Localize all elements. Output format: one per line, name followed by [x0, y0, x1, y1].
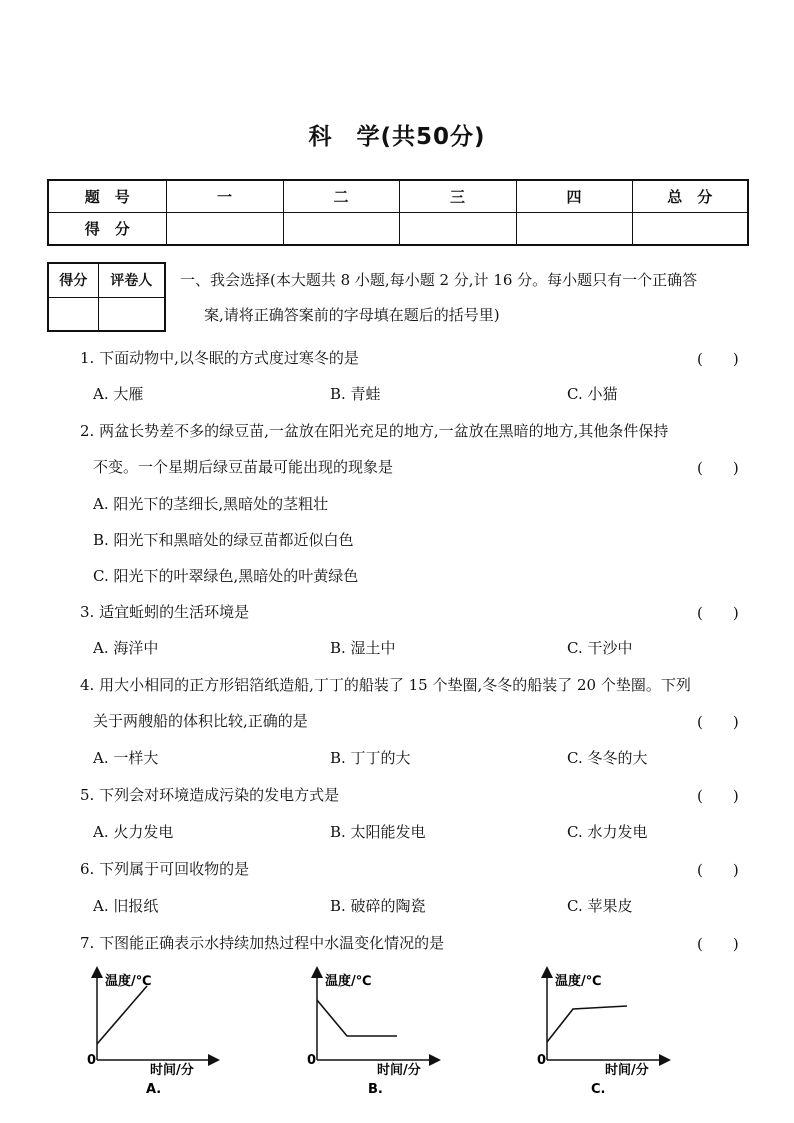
graph-b-caption: B.	[368, 1082, 383, 1097]
question-4-option-c: C. 冬冬的大	[567, 749, 648, 767]
question-4-option-b: B. 丁丁的大	[330, 749, 411, 767]
graph-c-ylabel: 温度/℃	[555, 974, 602, 989]
question-5-option-c: C. 水力发电	[567, 823, 648, 841]
score-cell[interactable]	[632, 213, 748, 246]
score-cell[interactable]	[166, 213, 283, 246]
score-cell[interactable]	[516, 213, 632, 246]
answer-bracket-3[interactable]: ( )	[697, 604, 739, 622]
question-1-option-a: A. 大雁	[93, 385, 144, 403]
question-1-option-c: C. 小猫	[567, 385, 618, 403]
question-4-stem-line2: 关于两艘船的体积比较,正确的是	[93, 712, 308, 730]
graph-a-origin: 0	[87, 1053, 97, 1068]
grader-box	[47, 262, 166, 332]
graph-b-curve	[317, 1000, 397, 1036]
graph-c	[535, 966, 685, 1098]
question-2-stem-line1: 2. 两盆长势差不多的绿豆苗,一盆放在阳光充足的地方,一盆放在黑暗的地方,其他条件保持	[80, 422, 669, 440]
question-4-stem-line1: 4. 用大小相同的正方形铝箔纸造船,丁丁的船装了 15 个垫圈,冬冬的船装了 20 个垫圈。下列	[80, 676, 691, 694]
answer-bracket-4[interactable]: ( )	[697, 713, 739, 731]
score-header-cell: 四	[516, 180, 632, 213]
score-header-cell: 二	[283, 180, 399, 213]
question-3-option-b: B. 湿土中	[330, 639, 396, 657]
question-3-option-a: A. 海洋中	[93, 639, 159, 657]
graph-b-origin: 0	[307, 1053, 317, 1068]
score-table-score-row	[48, 213, 748, 246]
question-2-option-c: C. 阳光下的叶翠绿色,黑暗处的叶黄绿色	[93, 567, 359, 585]
score-header-cell: 一	[166, 180, 283, 213]
score-cell[interactable]	[399, 213, 516, 246]
question-5-option-b: B. 太阳能发电	[330, 823, 426, 841]
section-heading-line1: 一、我会选择(本大题共 8 小题,每小题 2 分,计 16 分。每小题只有一个正确答	[180, 271, 698, 289]
question-6-option-b: B. 破碎的陶瓷	[330, 897, 426, 915]
question-6-option-a: A. 旧报纸	[93, 897, 159, 915]
question-2-stem-line2: 不变。一个星期后绿豆苗最可能出现的现象是	[93, 458, 394, 476]
graph-c-curve	[547, 1006, 627, 1042]
score-header-cell: 三	[399, 180, 516, 213]
score-row-label: 得 分	[48, 213, 166, 246]
question-4-option-a: A. 一样大	[93, 749, 159, 767]
score-cell[interactable]	[283, 213, 399, 246]
question-5-stem: 5. 下列会对环境造成污染的发电方式是	[80, 786, 340, 804]
graph-a	[84, 966, 234, 1098]
score-header-cell: 总 分	[632, 180, 748, 213]
page-title: 科 学(共50分)	[308, 124, 486, 150]
graph-a-xlabel: 时间/分	[150, 1063, 194, 1078]
graph-b	[305, 966, 455, 1098]
graph-a-ylabel: 温度/℃	[105, 974, 152, 989]
question-3-stem: 3. 适宜蚯蚓的生活环境是	[80, 603, 250, 621]
answer-bracket-7[interactable]: ( )	[697, 935, 739, 953]
answer-bracket-1[interactable]: ( )	[697, 350, 739, 368]
question-5-option-a: A. 火力发电	[93, 823, 174, 841]
score-table	[47, 179, 749, 246]
graph-b-xlabel: 时间/分	[377, 1063, 421, 1078]
grader-name-label: 评卷人	[98, 263, 165, 297]
graph-a-curve	[97, 986, 147, 1044]
question-1-option-b: B. 青蛙	[330, 385, 381, 403]
answer-bracket-6[interactable]: ( )	[697, 861, 739, 879]
graph-c-xlabel: 时间/分	[605, 1063, 649, 1078]
grader-name-cell[interactable]	[98, 297, 165, 331]
question-2-option-b: B. 阳光下和黑暗处的绿豆苗都近似白色	[93, 531, 354, 549]
question-3-option-c: C. 干沙中	[567, 639, 633, 657]
graph-a-caption: A.	[146, 1082, 162, 1097]
score-table-header-row	[48, 180, 748, 213]
question-7-stem: 7. 下图能正确表示水持续加热过程中水温变化情况的是	[80, 934, 445, 952]
graph-c-origin: 0	[537, 1053, 547, 1068]
grader-score-label: 得分	[48, 263, 98, 297]
answer-bracket-2[interactable]: ( )	[697, 459, 739, 477]
question-2-option-a: A. 阳光下的茎细长,黑暗处的茎粗壮	[93, 495, 329, 513]
question-6-stem: 6. 下列属于可回收物的是	[80, 860, 250, 878]
answer-bracket-5[interactable]: ( )	[697, 787, 739, 805]
question-1-stem: 1. 下面动物中,以冬眠的方式度过寒冬的是	[80, 349, 359, 367]
score-header-cell: 题 号	[48, 180, 166, 213]
graph-c-caption: C.	[591, 1082, 606, 1097]
question-6-option-c: C. 苹果皮	[567, 897, 633, 915]
grader-score-cell[interactable]	[48, 297, 98, 331]
section-heading-line2: 案,请将正确答案前的字母填在题后的括号里)	[204, 306, 500, 324]
graph-b-ylabel: 温度/℃	[325, 974, 372, 989]
